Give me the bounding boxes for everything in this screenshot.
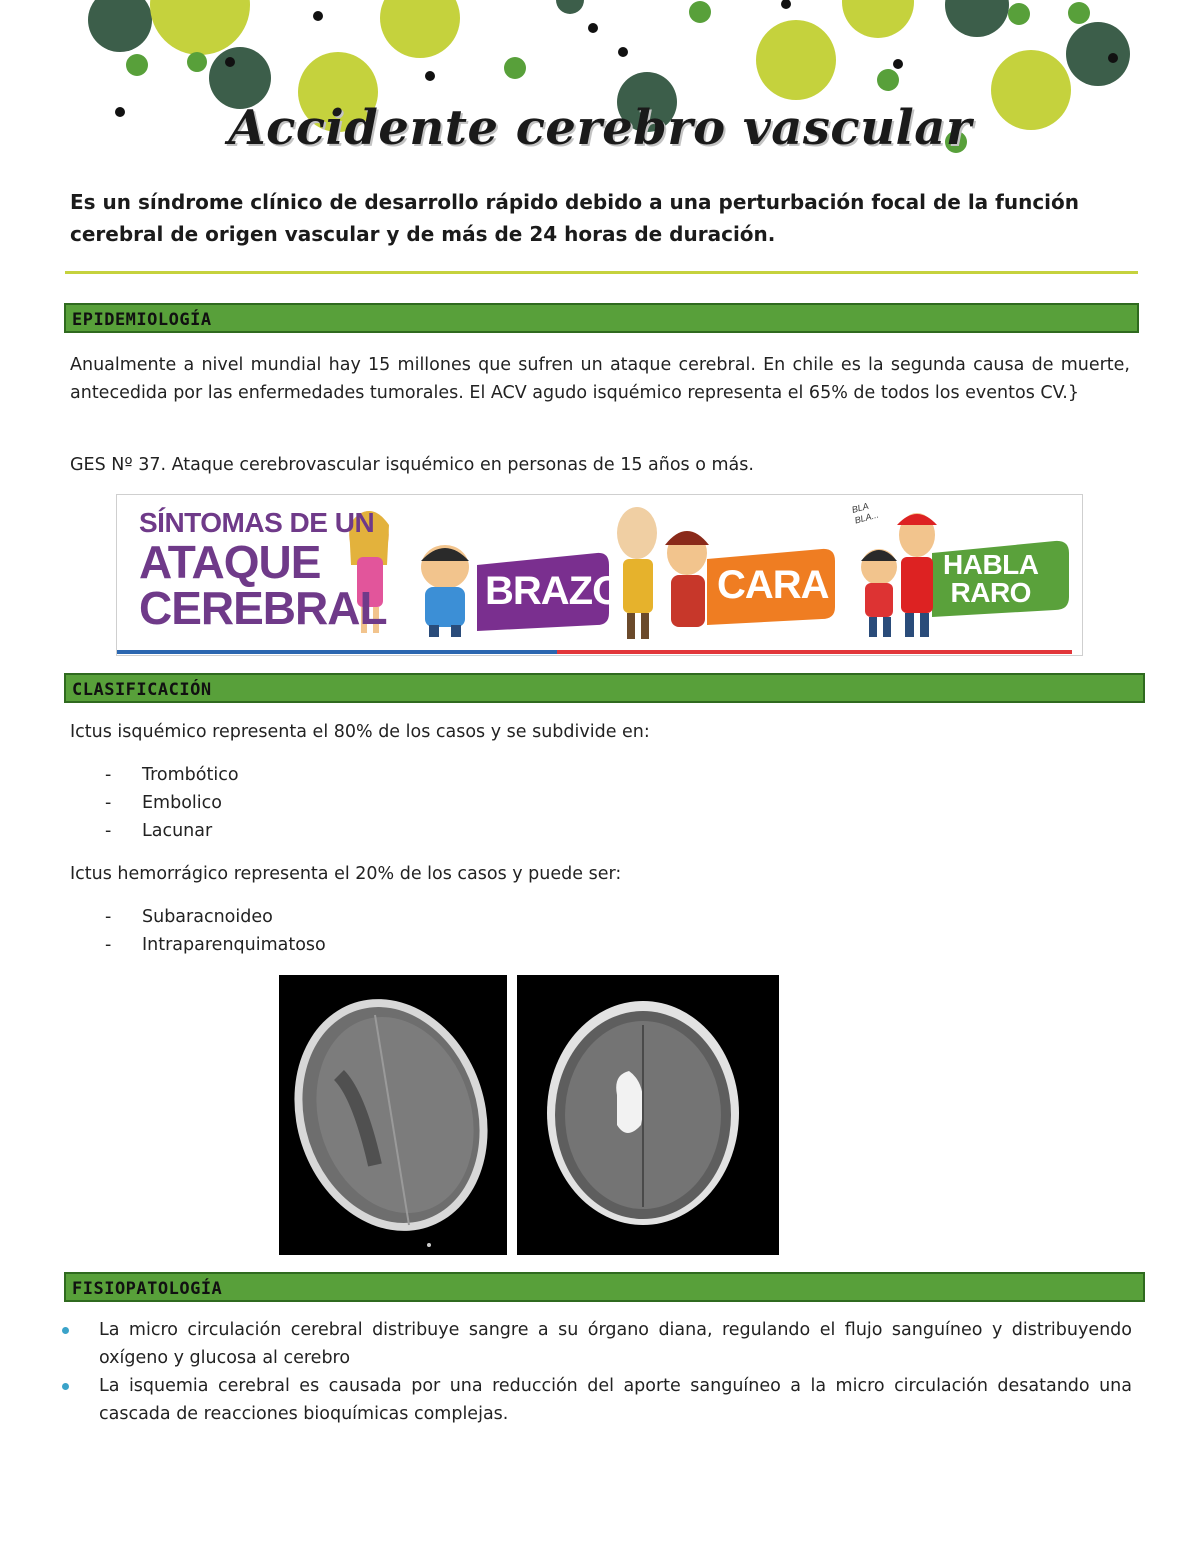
divider-line bbox=[65, 271, 1138, 274]
banner-habla-label: HABLA bbox=[943, 549, 1039, 580]
section-heading-text: FISIOPATOLOGÍA bbox=[72, 1279, 223, 1299]
section-heading-text: CLASIFICACIÓN bbox=[72, 680, 212, 700]
bullet-icon bbox=[62, 1383, 69, 1390]
epidemiologia-paragraph: Anualmente a nivel mundial hay 15 millones que sufren un ataque cerebral. En chile es la segunda causa de muerte, antecedida por las enfermedades tumorales. El ACV agudo isquémico representa el 65% de todos los eventos CV.} bbox=[70, 355, 1130, 403]
banner-brazo-label: BRAZO bbox=[485, 569, 623, 613]
banner-line1: SÍNTOMAS DE UN bbox=[139, 507, 375, 538]
section-header-epidemiologia bbox=[64, 303, 1139, 333]
banner-cara-label: CARA bbox=[717, 563, 829, 607]
isquemico-intro: Ictus isquémico representa el 80% de los casos y se subdivide en: bbox=[70, 722, 650, 742]
banner-line3: CEREBRAL bbox=[139, 582, 387, 634]
fisiopatologia-bullets bbox=[62, 1316, 1132, 1428]
list-item: La micro circulación cerebral distribuye sangre a su órgano diana, regulando el flujo sanguíneo y distribuyendo oxígeno y glucosa al cerebro bbox=[62, 1316, 1132, 1372]
banner-raro-label: RARO bbox=[950, 577, 1031, 608]
section-header-clasificacion bbox=[64, 673, 1145, 703]
intro-definition: Es un síndrome clínico de desarrollo rápido debido a una perturbación focal de la función cerebral de origen vascular y de más de 24 horas de duración. bbox=[70, 190, 1080, 246]
banner-line2: ATAQUE bbox=[139, 536, 321, 588]
section-header-fisiopatologia bbox=[64, 1272, 1145, 1302]
bullet-icon bbox=[62, 1327, 69, 1334]
stroke-symptoms-banner bbox=[116, 494, 1083, 656]
page-title: Accidente cerebro vascular bbox=[228, 100, 972, 156]
section-heading-text: EPIDEMIOLOGÍA bbox=[72, 310, 212, 330]
ges-paragraph: GES Nº 37. Ataque cerebrovascular isquémico en personas de 15 años o más. bbox=[70, 455, 754, 475]
hemorragico-intro: Ictus hemorrágico representa el 20% de los casos y puede ser: bbox=[70, 864, 622, 884]
ct-scan-ischemic-image bbox=[279, 975, 507, 1255]
list-item: La isquemia cerebral es causada por una reducción del aporte sanguíneo a la micro circulación desatando una cascada de reacciones bioquímicas complejas. bbox=[62, 1372, 1132, 1428]
ct-scan-hemorrhagic-image bbox=[517, 975, 779, 1255]
speech-bubble-text: BLA BLA... bbox=[850, 500, 880, 526]
